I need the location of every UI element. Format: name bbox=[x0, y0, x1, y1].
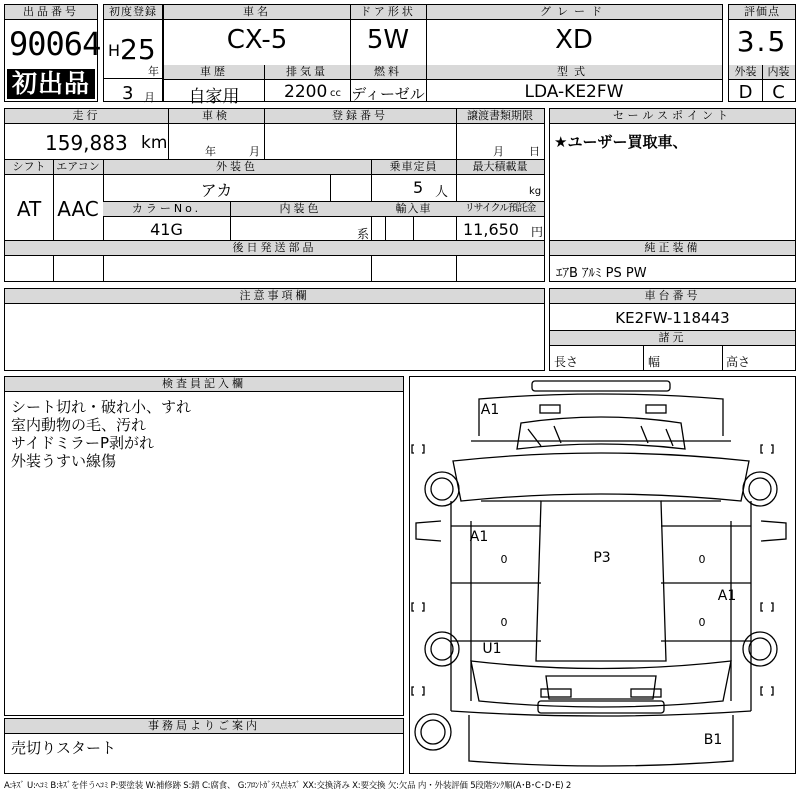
vehicle-info-box bbox=[163, 4, 723, 107]
panel-zero-mark: 0 bbox=[698, 616, 706, 629]
height-label: 高さ bbox=[726, 355, 751, 369]
fuel-label: 燃料 bbox=[350, 65, 426, 80]
shift-label: シフト bbox=[5, 160, 53, 175]
later-parts-label: 後日発送部品 bbox=[5, 241, 544, 256]
sales-point-box bbox=[549, 108, 796, 282]
deadline-day-unit: 日 bbox=[529, 145, 540, 158]
color-no: 41G bbox=[150, 220, 183, 239]
dimensions-label: 諸元 bbox=[550, 331, 795, 346]
exterior-grade: D bbox=[738, 82, 753, 103]
interior-grade-label: 内装 bbox=[762, 65, 795, 80]
month-unit: 月 bbox=[144, 91, 155, 104]
damage-mark-b1: B1 bbox=[703, 732, 723, 748]
inspector-note-4: 外装うすい線傷 bbox=[11, 452, 117, 470]
car-outline-diagram bbox=[410, 377, 795, 773]
damage-mark-a1: A1 bbox=[717, 588, 737, 604]
width-label: 幅 bbox=[648, 355, 661, 369]
notes-label: 注意事項欄 bbox=[5, 289, 544, 304]
interior-grade: C bbox=[772, 82, 785, 103]
sales-point: ★ユーザー買取車、 bbox=[554, 133, 688, 151]
deadline-month-unit: 月 bbox=[493, 145, 504, 158]
panel-zero-mark: 0 bbox=[500, 553, 508, 566]
mileage: 159,883 bbox=[45, 131, 128, 155]
max-load-label: 最大積載量 bbox=[456, 160, 544, 175]
import-label: 輸入車 bbox=[371, 202, 456, 217]
cc-unit: cc bbox=[330, 88, 341, 99]
genuine-equipment-label: 純正装備 bbox=[550, 241, 795, 256]
exterior-color: アカ bbox=[200, 181, 233, 200]
specs-box bbox=[4, 108, 545, 282]
office-info: 売切りスタート bbox=[11, 739, 117, 757]
inspector-notes-box bbox=[4, 376, 404, 716]
kg-unit: kg bbox=[529, 186, 542, 197]
series-unit: 系 bbox=[357, 227, 370, 241]
inspector-note-1: シート切れ・破れ小、すれ bbox=[11, 398, 192, 416]
length-label: 長さ bbox=[554, 355, 579, 369]
capacity-label: 乗車定員 bbox=[371, 160, 456, 175]
year-unit: 年 bbox=[148, 65, 159, 78]
lot-number: 90064 bbox=[9, 25, 101, 63]
era: H bbox=[108, 41, 121, 60]
inspection-month-unit: 月 bbox=[249, 145, 260, 158]
capacity: 5 bbox=[413, 178, 424, 197]
chassis-no-label: 車台番号 bbox=[550, 289, 795, 304]
damage-mark-a1: A1 bbox=[480, 402, 500, 418]
exterior-grade-label: 外装 bbox=[729, 65, 762, 80]
notes-box bbox=[4, 288, 545, 371]
mileage-label: 走行 bbox=[5, 109, 168, 124]
door-type: 5W bbox=[366, 25, 410, 55]
car-name: CX-5 bbox=[226, 25, 288, 55]
office-info-label: 事務局よりご案内 bbox=[5, 719, 403, 734]
displacement: 2200 bbox=[284, 82, 328, 102]
panel-zero-mark: 0 bbox=[698, 553, 706, 566]
interior-color-label: 内装色 bbox=[230, 202, 371, 217]
displacement-label: 排気量 bbox=[264, 65, 350, 80]
recycle-label: リサイクル預託金 bbox=[456, 202, 544, 217]
grade: XD bbox=[555, 25, 593, 55]
chassis-box bbox=[549, 288, 796, 371]
exterior-color-label: 外装色 bbox=[103, 160, 371, 175]
km-unit: km bbox=[141, 133, 168, 153]
registration-month: 3 bbox=[122, 83, 134, 104]
door-type-label: ドア形状 bbox=[350, 5, 426, 20]
rating: 3.5 bbox=[736, 25, 788, 58]
inspector-note-2: 室内動物の毛、汚れ bbox=[11, 416, 147, 434]
recycle-fee: 11,650 bbox=[463, 220, 519, 239]
registration-no-label: 登録番号 bbox=[264, 109, 456, 124]
inspection-year-unit: 年 bbox=[205, 145, 216, 158]
registration-year: 25 bbox=[120, 33, 156, 66]
car-name-label: 車名 bbox=[164, 5, 350, 20]
persons-unit: 人 bbox=[435, 185, 449, 200]
first-listing-badge: 初出品 bbox=[7, 69, 95, 99]
office-info-box bbox=[4, 718, 404, 774]
first-registration-label: 初度登録 bbox=[104, 5, 162, 20]
sales-point-label: セールスポイント bbox=[550, 109, 795, 124]
aircon-label: エアコン bbox=[53, 160, 103, 175]
lot-number-box bbox=[4, 4, 101, 102]
shift: AT bbox=[16, 197, 42, 221]
rating-box bbox=[728, 4, 796, 102]
aircon: AAC bbox=[57, 197, 99, 221]
fuel: ディーゼル bbox=[351, 85, 425, 103]
genuine-equipment: ｴｱB ｱﾙﾐ PS PW bbox=[556, 266, 647, 281]
lot-number-label: 出品番号 bbox=[5, 5, 97, 20]
model-code: LDA-KE2FW bbox=[524, 82, 624, 102]
inspector-notes-label: 検査員記入欄 bbox=[5, 377, 403, 392]
inspector-note-3: サイドミラーP剥がれ bbox=[11, 434, 154, 452]
color-no-label: カラーNo. bbox=[103, 202, 230, 217]
first-registration-box bbox=[103, 4, 163, 102]
inspection-label: 車検 bbox=[168, 109, 264, 124]
damage-diagram bbox=[409, 376, 796, 774]
panel-zero-mark: 0 bbox=[500, 616, 508, 629]
damage-mark-a1: A1 bbox=[469, 529, 489, 545]
history-label: 車歴 bbox=[164, 65, 264, 80]
damage-legend: A:ｷｽﾞ U:ﾍｺﾐ B:ｷｽﾞを伴うﾍｺﾐ P:要塗装 W:補修跡 S:錆 C:腐食、 G:ﾌﾛﾝﾄｶﾞﾗｽ点ｷｽﾞ XX:交換済み X:要交換 欠:欠品 内・外装評価 5段階ﾗﾝｸ順(A･B･C･D･E) 2 bbox=[4, 781, 572, 791]
model-label: 型式 bbox=[426, 65, 722, 80]
rating-label: 評価点 bbox=[729, 5, 795, 20]
grade-label: グレード bbox=[426, 5, 722, 20]
damage-mark-p3: P3 bbox=[593, 550, 611, 566]
history: 自家用 bbox=[188, 87, 240, 107]
transfer-deadline-label: 譲渡書類期限 bbox=[456, 109, 544, 124]
damage-mark-u1: U1 bbox=[482, 641, 502, 657]
chassis-no: KE2FW-118443 bbox=[615, 309, 730, 327]
yen-unit: 円 bbox=[531, 225, 544, 239]
